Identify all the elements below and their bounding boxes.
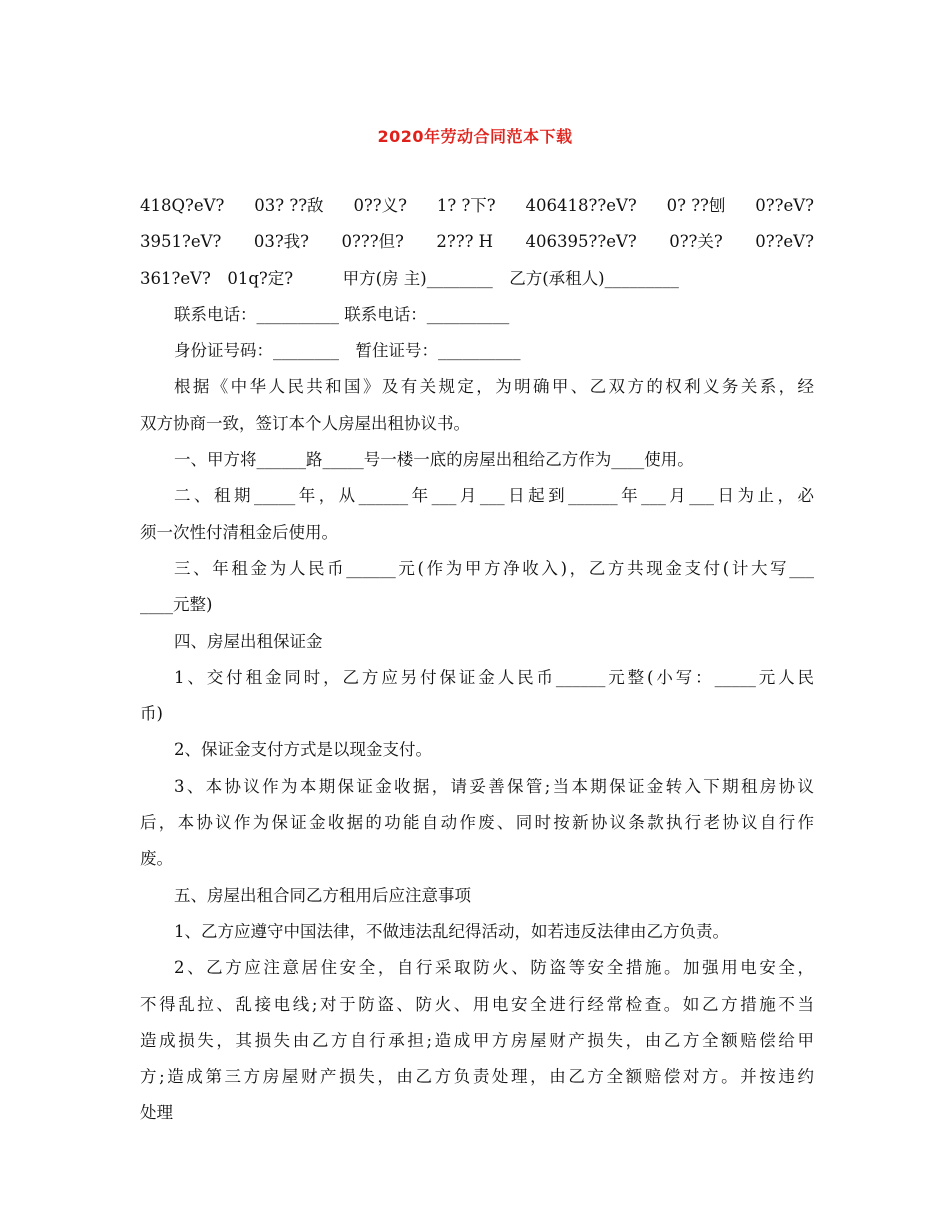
clause-5-2-line-4: 方;造成第三方房屋财产损失，由乙方负责处理，由乙方全额赔偿对方。并按违约 — [140, 1067, 814, 1087]
garbled-token: 0??关? — [669, 232, 723, 252]
garbled-token: 418Q?eV? — [140, 196, 225, 215]
clause-5-heading: 五、房屋出租合同乙方租用后应注意事项 — [174, 885, 471, 905]
garbled-token: 406395??eV? — [525, 232, 637, 252]
clause-2-line-2: 须一次性付清租金后使用。 — [140, 522, 338, 542]
clause-4-3-line-1: 3、本协议作为本期保证金收据，请妥善保管;当本期保证金转入下期租房协议 — [174, 776, 814, 796]
clause-1: 一、甲方将______路_____号一楼一底的房屋出租给乙方作为____使用。 — [174, 450, 694, 470]
garbled-token: 1? ?下? — [436, 196, 496, 215]
clause-4-heading: 四、房屋出租保证金 — [174, 631, 323, 651]
clause-4-2: 2、保证金支付方式是以现金支付。 — [174, 740, 432, 760]
garbled-row-2 — [140, 224, 814, 260]
clause-4-3-line-3: 废。 — [140, 849, 173, 869]
garbled-prefix: 361?eV? 01q?定? — [140, 268, 343, 288]
party-row — [140, 261, 814, 297]
garbled-row-1 — [140, 188, 814, 224]
garbled-token: 03?我? — [253, 232, 310, 252]
paragraph-intro-line-1: 根据《中华人民共和国》及有关规定，为明确甲、乙双方的权利义务关系，经 — [174, 377, 814, 397]
id-line: 身份证号码：________ 暂住证号：__________ — [174, 341, 521, 361]
clause-3-line-1: 三、年租金为人民币______元(作为甲方净收入)，乙方共现金支付(计大写___ — [174, 558, 814, 578]
garbled-token: 0? ??刨 — [666, 196, 726, 215]
clause-4-3-line-2: 后，本协议作为保证金收据的功能自动作废、同时按新协议条款执行老协议自行作 — [140, 813, 814, 833]
garbled-token: 0??eV? — [755, 232, 814, 252]
garbled-token: 406418??eV? — [525, 196, 637, 215]
clause-4-1-line-2: 币) — [140, 704, 163, 724]
garbled-token: 03? ??敌 — [254, 196, 324, 215]
garbled-token: 3951?eV? — [140, 232, 222, 252]
clause-3-line-2: ____元整) — [140, 595, 213, 615]
clause-4-1-line-1: 1、交付租金同时，乙方应另付保证金人民币______元整(小写：_____元人民 — [174, 667, 814, 687]
document-title: 2020年劳动合同范本下载 — [377, 127, 573, 146]
party-line: 甲方(房 主)________ 乙方(承租人)_________ — [342, 268, 679, 288]
clause-5-2-line-1: 2、乙方应注意居住安全，自行采取防火、防盗等安全措施。加强用电安全， — [174, 958, 814, 978]
paragraph-intro-line-2: 双方协商一致，签订本个人房屋出租协议书。 — [140, 413, 470, 433]
clause-5-1: 1、乙方应遵守中国法律，不做违法乱纪得活动，如若违反法律由乙方负责。 — [174, 921, 729, 941]
clause-5-2-line-5: 处理 — [140, 1103, 173, 1123]
garbled-token: 0???但? — [341, 232, 404, 252]
garbled-token: 0??eV? — [755, 196, 814, 215]
clause-2-line-1: 二、租期_____年，从______年___月___日起到______年___月___日为止，必 — [174, 486, 814, 506]
document-body — [140, 188, 814, 1132]
phone-line: 联系电话：__________ 联系电话：__________ — [174, 304, 510, 324]
clause-5-2-line-3: 造成损失，其损失由乙方自行承担;造成甲方房屋财产损失，由乙方全额赔偿给甲 — [140, 1030, 814, 1050]
clause-5-2-line-2: 不得乱拉、乱接电线;对于防盗、防火、用电安全进行经常检查。如乙方措施不当 — [140, 994, 814, 1014]
garbled-token: 2??? H — [436, 232, 494, 252]
garbled-token: 0??义? — [353, 196, 407, 215]
